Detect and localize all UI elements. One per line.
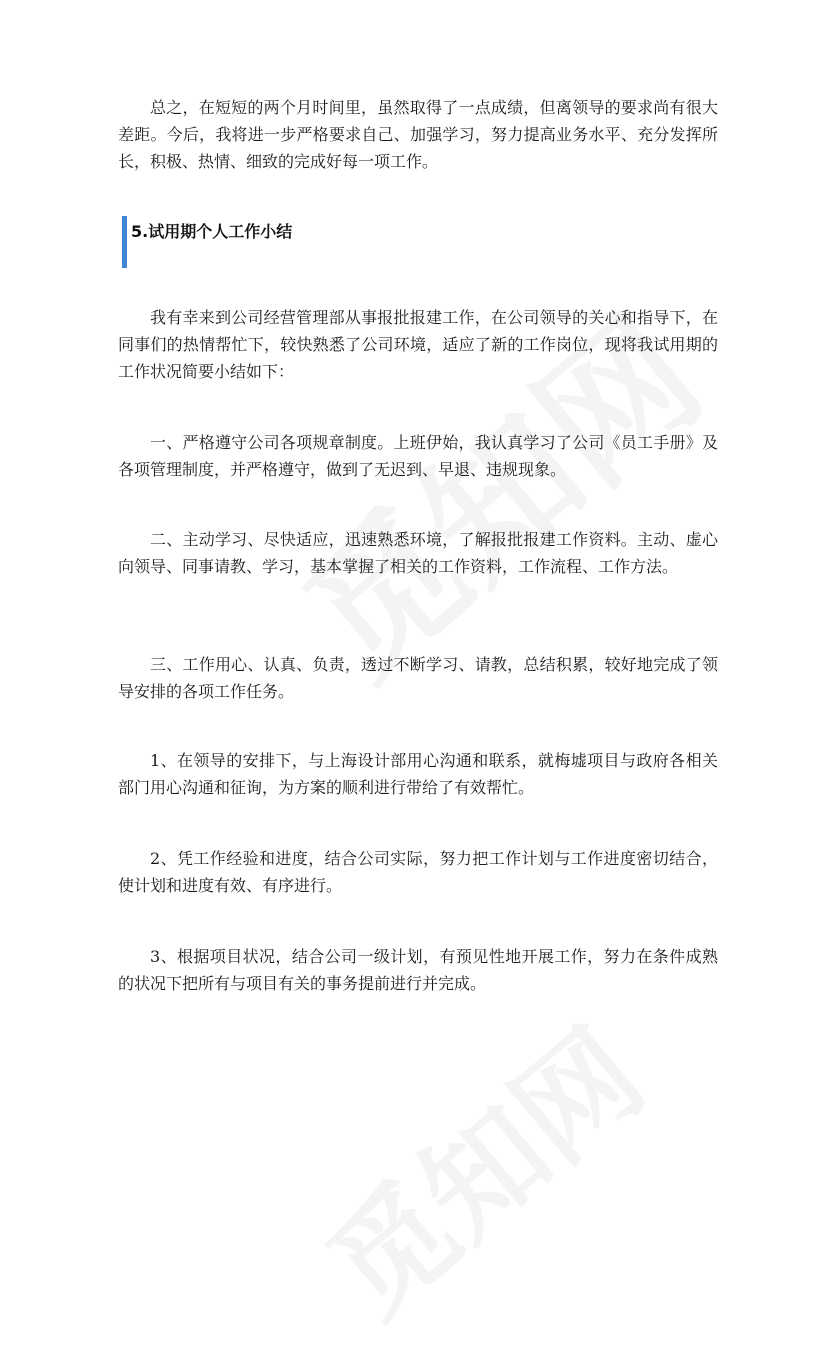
paragraph-opening: 我有幸来到公司经营管理部从事报批报建工作，在公司领导的关心和指导下，在同事们的热情帮忙下，较快熟悉了公司环境，适应了新的工作岗位，现将我试用期的工作状况简要小结如下： — [118, 308, 718, 381]
paragraph-point-1: 一、严格遵守公司各项规章制度。上班伊始，我认真学习了公司《员工手册》及各项管理制度，并严格遵守，做到了无迟到、早退、违规现象。 — [118, 433, 718, 479]
paragraph-item-3: 3、根据项目状况，结合公司一级计划，有预见性地开展工作，努力在条件成熟的状况下把所有与项目有关的事务提前进行并完成。 — [118, 947, 718, 993]
section-heading — [122, 216, 292, 268]
paragraph-item-2: 2、凭工作经验和进度，结合公司实际，努力把工作计划与工作进度密切结合，使计划和进度有效、有序进行。 — [118, 849, 718, 895]
paragraph-item-1: 1、在领导的安排下，与上海设计部用心沟通和联系，就梅墟项目与政府各相关部门用心沟通和征询，为方案的顺利进行带给了有效帮忙。 — [118, 751, 718, 797]
watermark-lower — [287, 984, 673, 1347]
paragraph-point-3: 三、工作用心、认真、负责，透过不断学习、请教，总结积累，较好地完成了领导安排的各项工作任务。 — [118, 655, 718, 701]
paragraph-point-2: 二、主动学习、尽快适应，迅速熟悉环境，了解报批报建工作资料。主动、虚心向领导、同事请教、学习，基本掌握了相关的工作资料，工作流程、工作方法。 — [118, 530, 718, 576]
section-heading-text: 5.试用期个人工作小结 — [131, 222, 293, 241]
intro-paragraph: 总之，在短短的两个月时间里，虽然取得了一点成绩，但离领导的要求尚有很大差距。今后，我将进一步严格要求自己、加强学习，努力提高业务水平、充分发挥所长，积极、热情、细致的完成好每一项工作。 — [118, 98, 718, 171]
